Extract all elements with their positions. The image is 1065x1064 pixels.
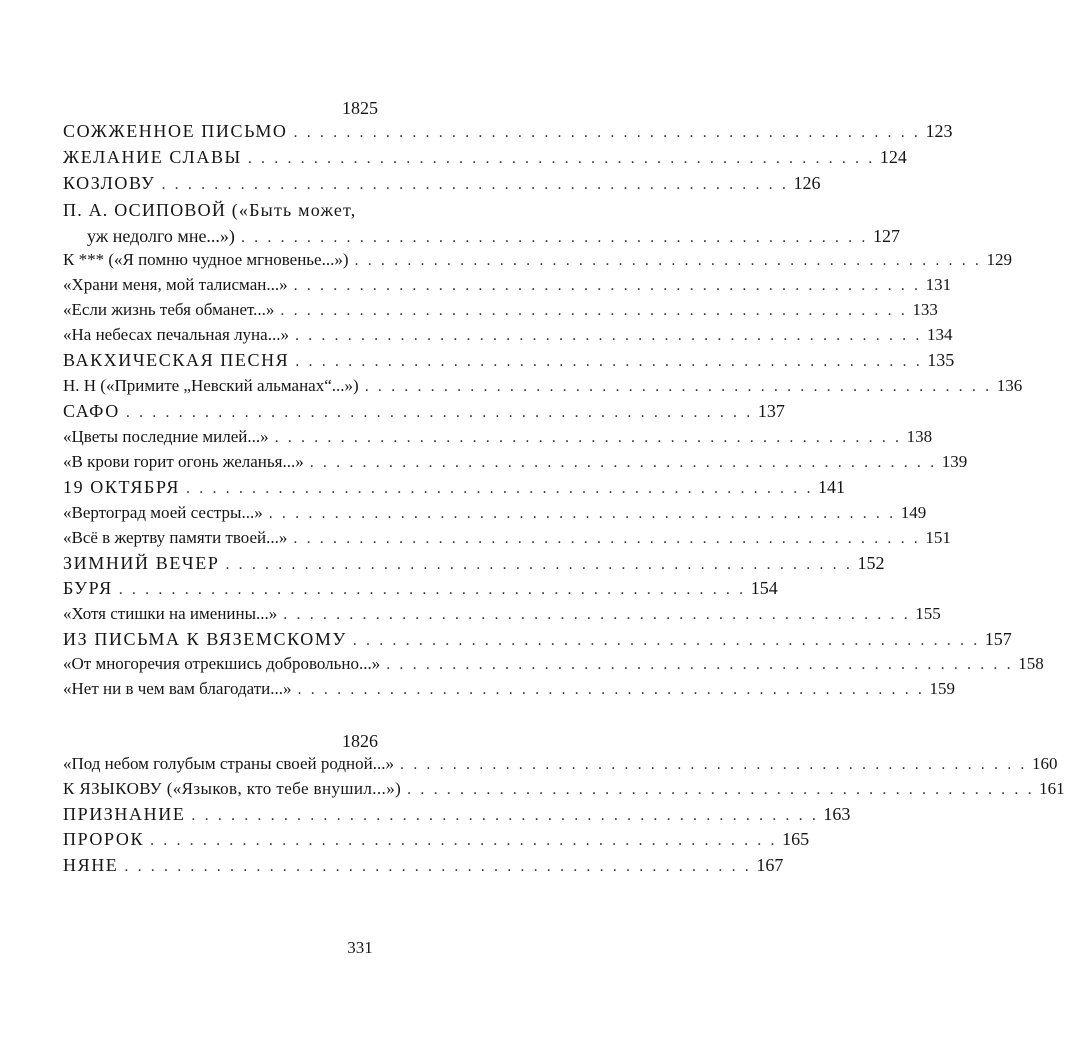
- toc-entry: [63, 427, 933, 451]
- dot-leader: . . . . . . . . . . . . . . . . . . . . . . . . . . . . . . . . . . . . . . . . . . . . . . . .: [150, 832, 778, 849]
- toc-entry: [63, 350, 955, 374]
- toc-entry: [63, 553, 885, 577]
- entry-title: НЯНЕ: [63, 855, 119, 875]
- dot-leader: . . . . . . . . . . . . . . . . . . . . . . . . . . . . . . . . . . . . . . . . . . . . . . . .: [247, 150, 875, 167]
- entry-title: «Под небом голубым страны своей родной...»: [63, 754, 394, 773]
- entry-page: 123: [925, 121, 953, 141]
- entry-title: «Цветы последние милей...»: [63, 427, 269, 446]
- toc-entry: [63, 250, 1013, 274]
- dot-leader: . . . . . . . . . . . . . . . . . . . . . . . . . . . . . . . . . . . . . . . . . . . . . . . .: [295, 353, 923, 370]
- entry-title: САФО: [63, 401, 120, 421]
- toc-entry: [63, 401, 785, 425]
- entry-page: 155: [915, 604, 941, 623]
- entry-title: «Храни меня, мой талисман...»: [63, 275, 288, 294]
- entry-page: 161: [1039, 779, 1065, 798]
- entry-title: СОЖЖЕННОЕ ПИСЬМО: [63, 121, 288, 141]
- toc-entry: [63, 121, 953, 145]
- entry-title: 19 ОКТЯБРЯ: [63, 477, 181, 497]
- entry-title: ПРОРОК: [63, 829, 145, 849]
- entry-page: 124: [879, 147, 907, 167]
- year-heading: 1825: [342, 98, 378, 118]
- toc-entry: [63, 779, 1065, 803]
- dot-leader: . . . . . . . . . . . . . . . . . . . . . . . . . . . . . . . . . . . . . . . . . . . . . . . .: [407, 781, 1035, 798]
- dot-leader: . . . . . . . . . . . . . . . . . . . . . . . . . . . . . . . . . . . . . . . . . . . . . . . .: [240, 229, 868, 246]
- entry-title: «Если жизнь тебя обманет...»: [63, 300, 275, 319]
- dot-leader: . . . . . . . . . . . . . . . . . . . . . . . . . . . . . . . . . . . . . . . . . . . . . . . .: [118, 581, 746, 598]
- dot-leader: . . . . . . . . . . . . . . . . . . . . . . . . . . . . . . . . . . . . . . . . . . . . . . . .: [283, 606, 911, 623]
- dot-leader: . . . . . . . . . . . . . . . . . . . . . . . . . . . . . . . . . . . . . . . . . . . . . . . .: [293, 277, 921, 294]
- dot-leader: . . . . . . . . . . . . . . . . . . . . . . . . . . . . . . . . . . . . . . . . . . . . . . . .: [386, 656, 1014, 673]
- toc-entry: [63, 578, 778, 602]
- entry-title: «Хотя стишки на именины...»: [63, 604, 278, 623]
- toc-entry: [63, 855, 784, 879]
- toc-entry: [63, 829, 810, 853]
- toc-entry: [63, 654, 1044, 678]
- toc-entry: [63, 173, 821, 197]
- entry-title: «В крови горит огонь желанья...»: [63, 452, 304, 471]
- dot-leader: . . . . . . . . . . . . . . . . . . . . . . . . . . . . . . . . . . . . . . . . . . . . . . . .: [186, 480, 814, 497]
- dot-leader: . . . . . . . . . . . . . . . . . . . . . . . . . . . . . . . . . . . . . . . . . . . . . . . .: [225, 556, 853, 573]
- entry-title: «Вертоград моей сестры...»: [63, 503, 263, 522]
- entry-title-continuation: уж недолго мне...»): [87, 226, 235, 246]
- entry-title: БУРЯ: [63, 578, 113, 598]
- entry-page: 133: [912, 300, 938, 319]
- entry-title: ВАКХИЧЕСКАЯ ПЕСНЯ: [63, 350, 290, 370]
- dot-leader: . . . . . . . . . . . . . . . . . . . . . . . . . . . . . . . . . . . . . . . . . . . . . . . .: [268, 505, 896, 522]
- dot-leader: . . . . . . . . . . . . . . . . . . . . . . . . . . . . . . . . . . . . . . . . . . . . . . . .: [293, 124, 921, 141]
- dot-leader: . . . . . . . . . . . . . . . . . . . . . . . . . . . . . . . . . . . . . . . . . . . . . . . .: [161, 176, 789, 193]
- entry-page: 134: [926, 325, 953, 344]
- entry-page: 159: [929, 679, 956, 698]
- toc-entry: [63, 629, 1012, 653]
- dot-leader: . . . . . . . . . . . . . . . . . . . . . . . . . . . . . . . . . . . . . . . . . . . . . . . .: [354, 252, 982, 269]
- entry-page: 158: [1018, 654, 1044, 673]
- toc-entry: [63, 477, 846, 501]
- toc-entry: [63, 503, 927, 527]
- dot-leader: . . . . . . . . . . . . . . . . . . . . . . . . . . . . . . . . . . . . . . . . . . . . . . . .: [293, 530, 921, 547]
- entry-page: 167: [756, 855, 784, 875]
- dot-leader: . . . . . . . . . . . . . . . . . . . . . . . . . . . . . . . . . . . . . . . . . . . . . . . .: [125, 404, 753, 421]
- toc-entry-continuation: [87, 226, 900, 250]
- entry-title: «На небесах печальная луна...»: [63, 325, 289, 344]
- entry-page: 129: [986, 250, 1013, 269]
- entry-page: 151: [925, 528, 951, 547]
- toc-entry: [63, 679, 956, 703]
- entry-page: 152: [857, 553, 885, 573]
- entry-title: К ЯЗЫКОВУ («Языков, кто тебе внушил...»): [63, 779, 402, 798]
- toc-entry: [63, 325, 953, 349]
- entry-page: 137: [757, 401, 785, 421]
- toc-entry: [63, 804, 851, 828]
- entry-title: ПРИЗНАНИЕ: [63, 804, 186, 824]
- entry-page: 160: [1032, 754, 1058, 773]
- entry-page: 126: [793, 173, 821, 193]
- dot-leader: . . . . . . . . . . . . . . . . . . . . . . . . . . . . . . . . . . . . . . . . . . . . . . . .: [191, 807, 819, 824]
- toc-entry: [63, 147, 907, 171]
- toc-entry-first-line: [63, 200, 584, 224]
- entry-title: ЗИМНИЙ ВЕЧЕР: [63, 553, 220, 573]
- dot-leader: . . . . . . . . . . . . . . . . . . . . . . . . . . . . . . . . . . . . . . . . . . . . . . . .: [274, 429, 902, 446]
- entry-page: 131: [925, 275, 952, 294]
- entry-title: «От многоречия отрекшись добровольно...»: [63, 654, 381, 673]
- entry-page: 136: [996, 376, 1023, 395]
- dot-leader: . . . . . . . . . . . . . . . . . . . . . . . . . . . . . . . . . . . . . . . . . . . . . . . .: [294, 327, 922, 344]
- year-heading: 1826: [342, 731, 378, 751]
- dot-leader: . . . . . . . . . . . . . . . . . . . . . . . . . . . . . . . . . . . . . . . . . . . . . . . .: [364, 378, 992, 395]
- entry-page: 149: [900, 503, 927, 522]
- dot-leader: . . . . . . . . . . . . . . . . . . . . . . . . . . . . . . . . . . . . . . . . . . . . . . . .: [297, 681, 925, 698]
- toc-entry: [63, 300, 938, 324]
- entry-page: 163: [823, 804, 851, 824]
- dot-leader: . . . . . . . . . . . . . . . . . . . . . . . . . . . . . . . . . . . . . . . . . . . . . . . .: [352, 632, 980, 649]
- dot-leader: . . . . . . . . . . . . . . . . . . . . . . . . . . . . . . . . . . . . . . . . . . . . . . . .: [400, 756, 1027, 773]
- entry-page: 135: [927, 350, 955, 370]
- toc-entry: [63, 528, 951, 552]
- dot-leader: . . . . . . . . . . . . . . . . . . . . . . . . . . . . . . . . . . . . . . . . . . . . . . . .: [124, 858, 752, 875]
- toc-entry: [63, 275, 952, 299]
- entry-title: ЖЕЛАНИЕ СЛАВЫ: [63, 147, 242, 167]
- page-number: 331: [347, 938, 373, 957]
- entry-page: 139: [941, 452, 968, 471]
- dot-leader: . . . . . . . . . . . . . . . . . . . . . . . . . . . . . . . . . . . . . . . . . . . . . . . .: [309, 454, 937, 471]
- toc-entry: [63, 604, 941, 628]
- entry-title: Н. Н («Примите „Невский альманах“...»): [63, 376, 359, 395]
- entry-title: «Всё в жертву памяти твоей...»: [63, 528, 288, 547]
- entry-page: 165: [782, 829, 810, 849]
- entry-title: «Нет ни в чем вам благодати...»: [63, 679, 292, 698]
- toc-entry: [63, 376, 1023, 400]
- toc-entry: [63, 754, 1058, 778]
- entry-page: 154: [750, 578, 778, 598]
- entry-title: К *** («Я помню чудное мгновенье...»): [63, 250, 349, 269]
- entry-page: 127: [872, 226, 900, 246]
- toc-entry: [63, 452, 968, 476]
- entry-title: ИЗ ПИСЬМА К ВЯЗЕМСКОМУ: [63, 629, 347, 649]
- entry-title: КОЗЛОВУ: [63, 173, 156, 193]
- entry-page: 157: [984, 629, 1012, 649]
- dot-leader: . . . . . . . . . . . . . . . . . . . . . . . . . . . . . . . . . . . . . . . . . . . . . . . .: [280, 302, 908, 319]
- entry-title: П. А. ОСИПОВОЙ («Быть может,: [63, 200, 357, 220]
- entry-page: 141: [818, 477, 846, 497]
- entry-page: 138: [906, 427, 933, 446]
